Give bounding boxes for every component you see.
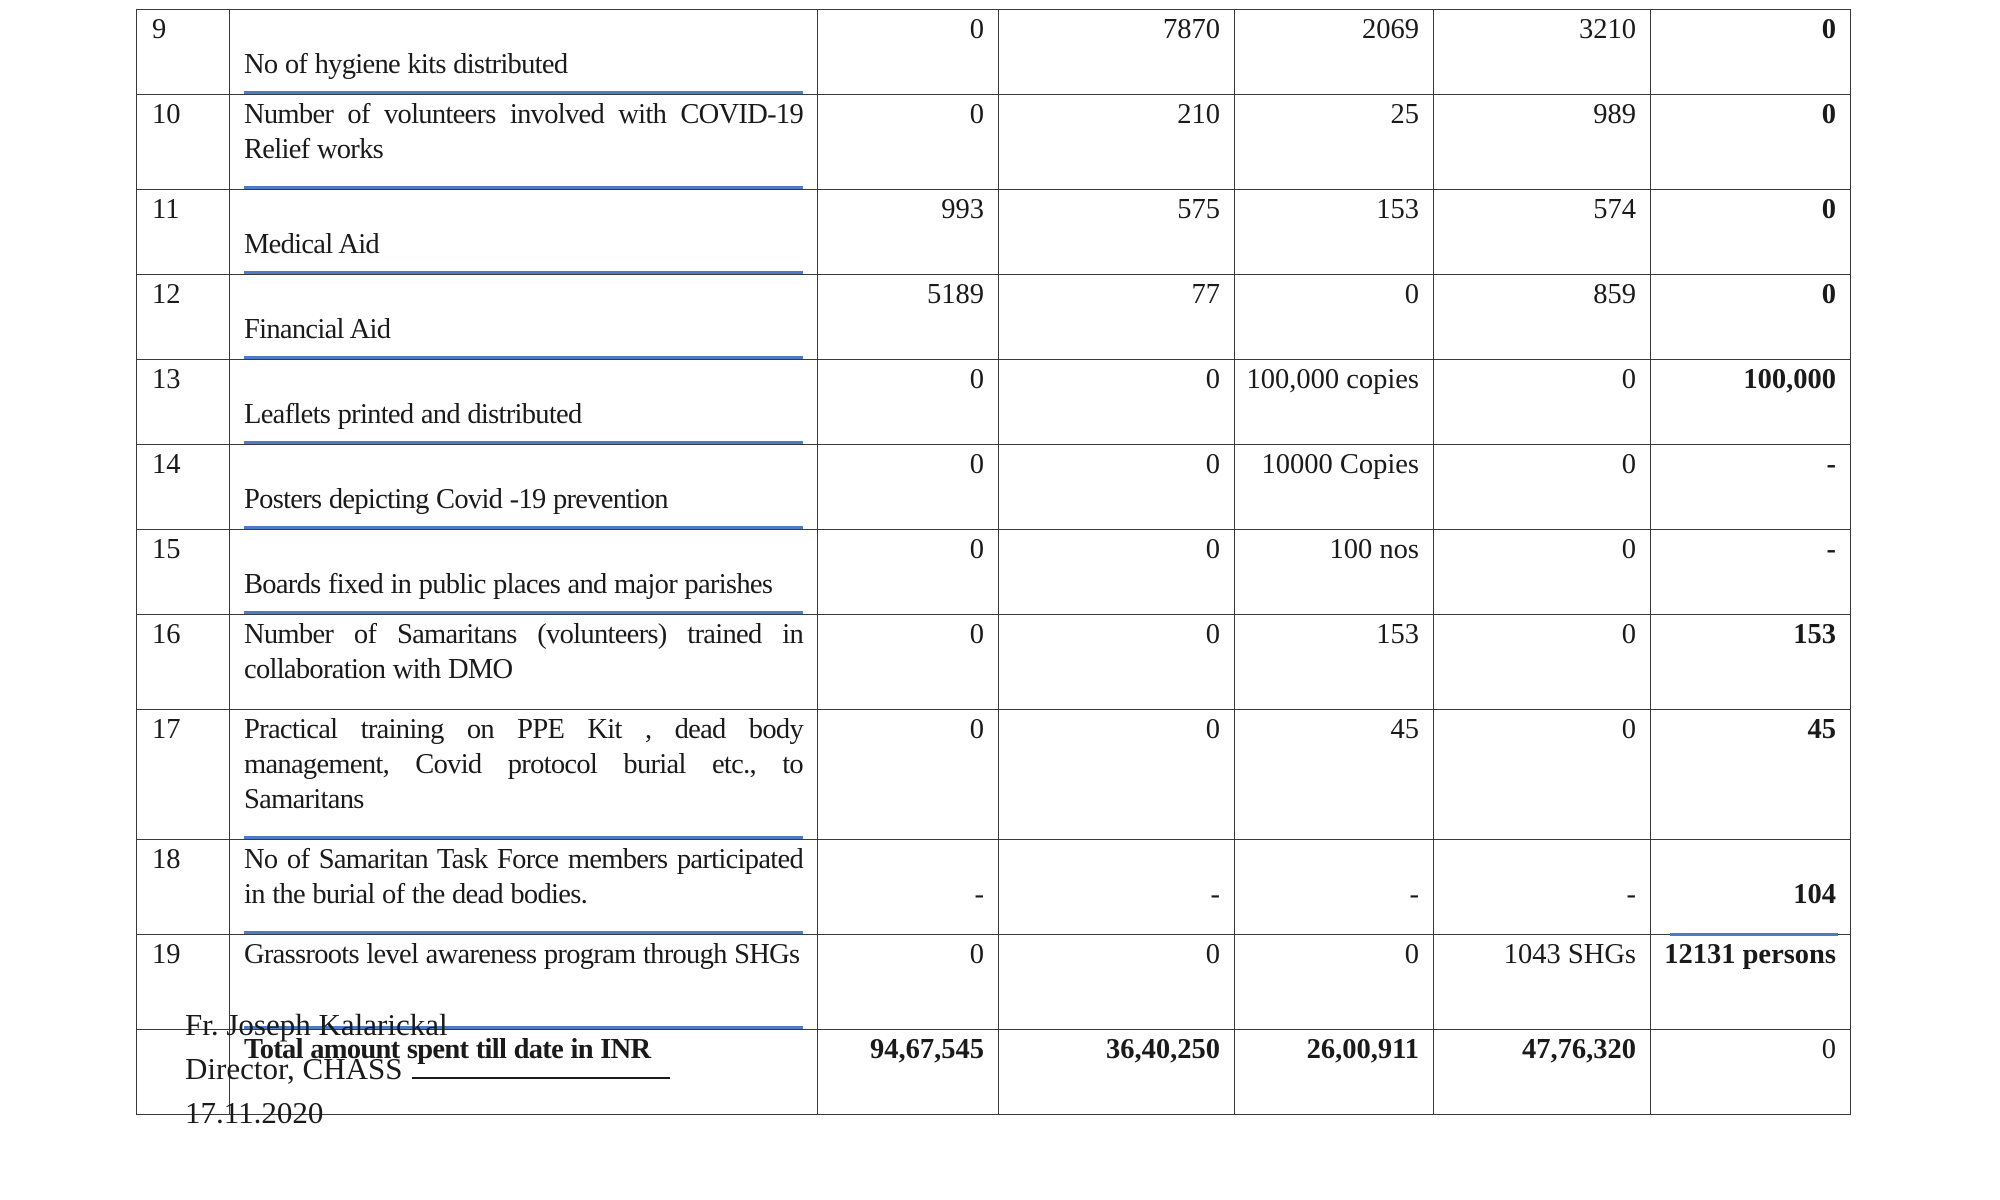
value-cell: 0 [999,935,1235,1030]
value-cell: 0 [999,615,1235,710]
table-row [137,10,1851,95]
total-value-cell: - [1651,445,1851,530]
value-cell: 10000 Copies [1235,445,1434,530]
serial-number: 15 [137,530,230,615]
value-cell: 575 [999,190,1235,275]
total-value-cell: 153 [1651,615,1851,710]
value-cell: 859 [1434,275,1651,360]
table-row [137,710,1851,840]
serial-number: 17 [137,710,230,840]
row-description [230,190,818,275]
value-text: - [1210,879,1220,910]
description-text: Medical Aid [244,229,379,260]
value-cell: 45 [1235,710,1434,840]
total-amount-last: 0 [1651,1030,1851,1115]
value-cell: 5189 [818,275,999,360]
description-text: Posters depicting Covid -19 prevention [244,484,668,515]
value-cell: 0 [818,935,999,1030]
table-row [137,615,1851,710]
serial-number: 18 [137,840,230,935]
description-text: Number of Samaritans (volunteers) trained in collaboration with DMO [244,619,803,685]
value-cell: 0 [818,360,999,445]
value-cell: 0 [818,95,999,190]
value-cell: 3210 [1434,10,1651,95]
description-text: No of Samaritan Task Force members participated in the burial of the dead bodies. [244,844,803,910]
value-cell [1434,840,1651,935]
total-value-cell: 0 [1651,10,1851,95]
total-value-cell: 0 [1651,275,1851,360]
total-amount: 94,67,545 [818,1030,999,1115]
value-cell: 0 [818,445,999,530]
value-cell: 0 [1434,615,1651,710]
table-row [137,190,1851,275]
signatory-name: Fr. Joseph Kalarickal [185,1007,448,1042]
total-amount: 36,40,250 [999,1030,1235,1115]
value-text: 104 [1793,879,1836,910]
description-text: Grassroots level awareness program through SHGs [244,939,800,970]
description-text: Leaflets printed and distributed [244,399,582,430]
signatory-title: Director, CHASS [185,1051,403,1086]
value-text: - [1626,879,1636,910]
row-description [230,10,818,95]
total-value-cell: 0 [1651,95,1851,190]
value-text: - [974,879,984,910]
description-text: Number of volunteers involved with COVID-19 Relief works [244,99,803,165]
table-row [137,840,1851,935]
value-cell: 0 [1434,530,1651,615]
value-cell: 0 [1434,710,1651,840]
value-cell [999,840,1235,935]
total-value-cell: - [1651,530,1851,615]
value-cell: 0 [1434,360,1651,445]
description-text: No of hygiene kits distributed [244,49,568,80]
row-description [230,530,818,615]
value-cell: 0 [1235,935,1434,1030]
value-cell: 0 [818,615,999,710]
row-description [230,95,818,190]
total-value-cell [1651,840,1851,935]
description-text: Practical training on PPE Kit , dead body management, Covid protocol burial etc., to Samaritans [244,714,803,815]
value-cell [818,840,999,935]
value-cell: 153 [1235,190,1434,275]
value-cell: 0 [818,530,999,615]
value-cell: 7870 [999,10,1235,95]
serial-number: 14 [137,445,230,530]
table-row [137,530,1851,615]
serial-number: 13 [137,360,230,445]
total-value-cell: 12131 persons [1651,935,1851,1030]
row-description [230,710,818,840]
total-label-text: Total amount spent till date in INR [244,1034,651,1065]
table-row [137,95,1851,190]
value-cell: 1043 SHGs [1434,935,1651,1030]
total-amount: 26,00,911 [1235,1030,1434,1115]
value-cell: 210 [999,95,1235,190]
total-value-cell: 100,000 [1651,360,1851,445]
serial-number: 11 [137,190,230,275]
description-text: Boards fixed in public places and major parishes [244,569,773,600]
signatory-title-line [185,1047,670,1091]
activity-report-table [136,9,1851,1115]
row-description [230,275,818,360]
value-cell: 0 [1434,445,1651,530]
value-cell: 0 [818,10,999,95]
row-description [230,445,818,530]
value-cell: 0 [999,360,1235,445]
table-row [137,360,1851,445]
value-cell: 100 nos [1235,530,1434,615]
value-cell: 100,000 copies [1235,360,1434,445]
total-underline [1670,933,1838,936]
row-description [230,360,818,445]
total-value-cell: 45 [1651,710,1851,840]
serial-number: 16 [137,615,230,710]
row-description [230,840,818,935]
serial-number: 9 [137,10,230,95]
value-cell: 989 [1434,95,1651,190]
serial-number: 10 [137,95,230,190]
signature-block [185,1003,670,1135]
value-cell: 2069 [1235,10,1434,95]
value-cell: 0 [1235,275,1434,360]
total-amount: 47,76,320 [1434,1030,1651,1115]
value-cell [1235,840,1434,935]
value-cell: 574 [1434,190,1651,275]
table-row [137,275,1851,360]
value-cell: 993 [818,190,999,275]
value-cell: 25 [1235,95,1434,190]
value-cell: 0 [999,445,1235,530]
signature-line [412,1047,670,1079]
value-cell: 77 [999,275,1235,360]
value-text: - [1409,879,1419,910]
value-cell: 0 [818,710,999,840]
serial-number: 12 [137,275,230,360]
total-value-cell: 0 [1651,190,1851,275]
serial-number: 19 [137,935,230,1030]
description-text: Financial Aid [244,314,391,345]
value-cell: 153 [1235,615,1434,710]
value-cell: 0 [999,710,1235,840]
table-row [137,445,1851,530]
value-cell: 0 [999,530,1235,615]
row-description [230,615,818,710]
signature-date: 17.11.2020 [185,1095,324,1130]
